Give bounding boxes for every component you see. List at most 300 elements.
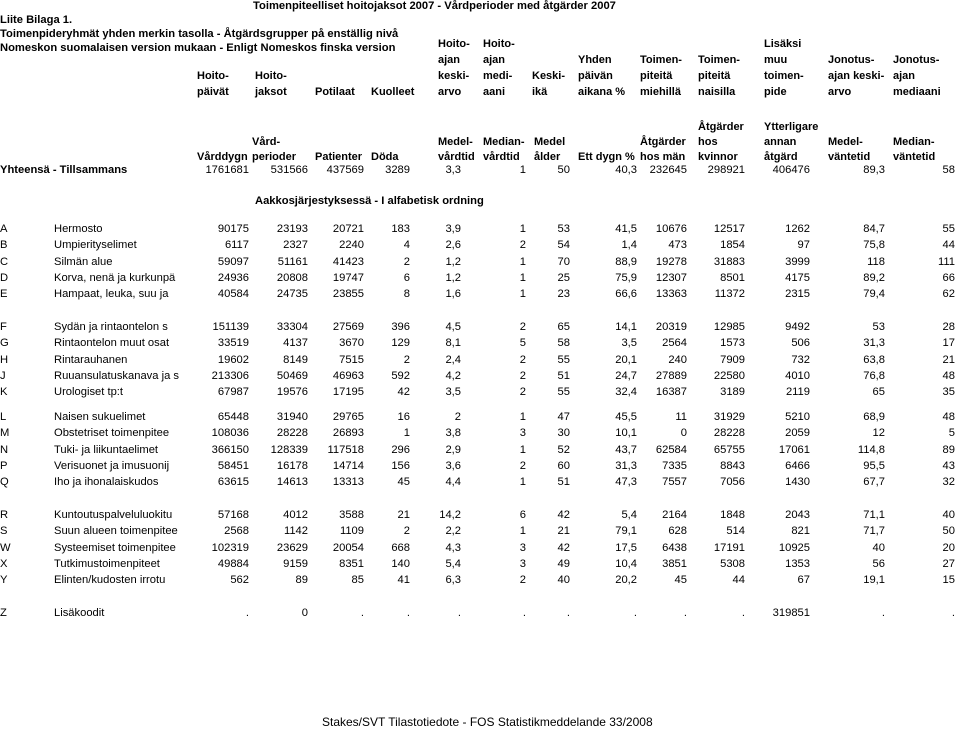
header-sv-col-4-line-0: Medel-: [438, 136, 473, 148]
row-cell-6: 55: [557, 353, 570, 366]
header-sv-col-5-line-0: Median-: [483, 136, 525, 148]
row-cell-9: 12517: [713, 223, 745, 235]
header-fi-col-5-line-2: medi-: [483, 70, 513, 82]
row-cell-9: 7909: [720, 353, 745, 366]
table-row: [0, 368, 960, 384]
table-row: [0, 286, 960, 302]
table-row: [0, 335, 960, 351]
row-cell-4: .: [457, 607, 461, 619]
row-cell-1: 50469: [276, 369, 308, 382]
row-cell-10: 10925: [778, 541, 810, 554]
row-cell-0: 19602: [217, 353, 249, 366]
row-cell-2: 20054: [332, 541, 364, 554]
row-name: Systeemiset toimenpitee: [54, 541, 176, 554]
row-cell-7: 3,5: [621, 337, 637, 350]
row-cell-12: 28: [942, 321, 955, 333]
row-cell-0: .: [245, 607, 249, 619]
row-cell-3: 592: [391, 369, 410, 382]
total-cell-10: 406476: [772, 164, 810, 176]
row-cell-1: 4137: [283, 337, 308, 350]
row-code: A: [0, 223, 8, 235]
row-cell-3: 2: [403, 353, 410, 366]
row-cell-10: 2119: [785, 386, 810, 399]
row-code: Q: [0, 476, 9, 489]
table-row: [0, 409, 960, 425]
row-cell-6: 47: [557, 411, 570, 423]
row-cell-5: 2: [519, 459, 526, 472]
row-cell-12: 5: [948, 427, 955, 440]
row-name: Kuntoutuspalveluluokitu: [54, 509, 173, 521]
row-cell-5: 2: [519, 369, 526, 382]
total-cell-4: 3,3: [445, 164, 461, 176]
row-cell-12: 35: [942, 386, 955, 399]
row-name: Lisäkoodit: [54, 607, 105, 619]
header-fi-col-5-line-0: Hoito-: [483, 38, 515, 50]
section-heading: Aakkosjärjestyksessä - I alfabetisk ordning: [255, 195, 484, 207]
row-cell-7: 5,4: [621, 509, 637, 521]
row-cell-9: .: [741, 607, 745, 619]
header-fi-col-10-line-3: pide: [764, 86, 787, 98]
row-cell-11: 67,7: [863, 476, 885, 489]
row-cell-1: 33304: [276, 321, 308, 333]
header-fi-col-10-line-0: Lisäksi: [764, 38, 802, 50]
row-cell-10: 1262: [785, 223, 810, 235]
row-cell-5: 6: [519, 509, 526, 521]
row-cell-1: 31940: [276, 411, 308, 423]
row-code: D: [0, 271, 9, 284]
row-cell-12: 15: [942, 574, 955, 587]
row-cell-10: 4175: [785, 271, 810, 284]
header-fi-col-8-line-2: miehillä: [640, 86, 681, 98]
row-cell-12: 32: [942, 476, 955, 489]
row-cell-9: 31883: [713, 255, 745, 268]
row-cell-7: 24,7: [615, 369, 637, 382]
header-fi-col-4-line-0: Hoito-: [438, 38, 470, 50]
row-cell-5: 1: [519, 411, 526, 423]
row-cell-0: 366150: [211, 443, 249, 456]
row-cell-12: 55: [942, 223, 955, 235]
table-row: [0, 540, 960, 556]
row-cell-8: 0: [680, 427, 687, 440]
row-cell-11: 76,8: [863, 369, 885, 382]
row-cell-1: 23629: [276, 541, 308, 554]
row-cell-10: 5210: [785, 411, 810, 423]
row-code: G: [0, 337, 9, 350]
row-cell-2: 29765: [332, 411, 364, 423]
row-cell-6: 52: [557, 443, 570, 456]
subtitle-fi-sv: Toimenpideryhmät yhden merkin tasolla - Åtgärdsgrupper på enställig nivå: [0, 28, 399, 40]
table-row: [0, 221, 960, 237]
row-cell-9: 1573: [720, 337, 745, 350]
row-cell-3: 1: [403, 427, 410, 440]
header-fi-col-12-line-2: mediaani: [893, 86, 941, 98]
row-cell-0: 24936: [217, 271, 249, 284]
header-fi-col-7-line-1: päivän: [578, 70, 613, 82]
row-cell-2: .: [360, 607, 364, 619]
row-cell-8: 7335: [662, 459, 687, 472]
row-cell-8: 473: [668, 239, 687, 252]
row-cell-2: 14714: [332, 459, 364, 472]
header-sv-col-9-line-2: kvinnor: [698, 151, 738, 163]
total-cell-1: 531566: [270, 164, 308, 176]
row-cell-11: 79,4: [863, 288, 885, 301]
row-cell-8: 20319: [655, 321, 687, 333]
row-cell-2: 23855: [332, 288, 364, 301]
row-cell-11: .: [881, 607, 885, 619]
total-cell-2: 437569: [326, 164, 364, 176]
row-cell-4: 2,4: [445, 353, 461, 366]
header-sv-col-5-line-1: vårdtid: [483, 151, 520, 163]
row-cell-8: 13363: [655, 288, 687, 301]
header-sv-col-11-line-1: väntetid: [828, 151, 871, 163]
row-cell-2: 8351: [339, 557, 364, 570]
row-cell-11: 56: [872, 557, 885, 570]
row-cell-7: 43,7: [615, 443, 637, 456]
row-cell-5: 1: [519, 255, 526, 268]
row-cell-2: 85: [351, 574, 364, 587]
row-cell-3: 2: [403, 255, 410, 268]
row-name: Naisen sukuelimet: [54, 411, 146, 423]
row-cell-1: 51161: [277, 255, 308, 268]
table-row: [0, 319, 960, 335]
row-name: Urologiset tp:t: [54, 386, 124, 399]
header-sv-col-6-line-1: ålder: [534, 151, 561, 163]
row-cell-6: 70: [557, 255, 570, 268]
row-cell-3: 140: [391, 557, 410, 570]
row-cell-4: 3,9: [445, 223, 461, 235]
row-cell-2: 3588: [339, 509, 364, 521]
row-cell-5: 1: [519, 443, 526, 456]
row-cell-10: 97: [797, 239, 810, 252]
row-cell-7: 10,1: [615, 427, 637, 440]
row-cell-11: 71,1: [863, 509, 885, 521]
row-code: H: [0, 353, 9, 366]
row-code: K: [0, 386, 8, 399]
row-name: Verisuonet ja imusuonij: [54, 459, 170, 472]
row-cell-11: 40: [872, 541, 885, 554]
total-label: Yhteensä - Tillsammans: [0, 164, 128, 176]
row-cell-1: 28228: [276, 427, 308, 440]
row-cell-9: 3189: [720, 386, 745, 399]
row-cell-6: 30: [557, 427, 570, 440]
row-name: Sydän ja rintaontelon s: [54, 321, 168, 333]
total-cell-11: 89,3: [863, 164, 885, 176]
row-cell-9: 22580: [713, 369, 745, 382]
table-row: [0, 352, 960, 368]
row-cell-4: 2: [454, 411, 461, 423]
row-cell-6: 60: [557, 459, 570, 472]
header-fi-col-12-line-1: ajan: [893, 70, 916, 82]
table-row: [0, 523, 960, 539]
row-cell-5: 2: [519, 239, 526, 252]
row-cell-8: 27889: [655, 369, 687, 382]
row-cell-9: 11372: [714, 288, 745, 301]
header-sv-col-12-line-1: väntetid: [893, 151, 936, 163]
row-cell-2: 17195: [332, 386, 364, 399]
row-cell-3: 45: [397, 476, 410, 489]
row-cell-5: 1: [519, 288, 526, 301]
row-name: Elinten/kudosten irrotu: [54, 574, 166, 587]
header-sv-col-11-line-0: Medel-: [828, 136, 863, 148]
header-sv-col-10-line-0: Ytterligare: [764, 121, 819, 133]
row-cell-8: 12307: [655, 271, 687, 284]
row-cell-7: 66,6: [615, 288, 637, 301]
row-cell-0: 2568: [224, 525, 249, 538]
row-cell-9: 8501: [720, 271, 745, 284]
header-sv-col-8-line-1: hos män: [640, 151, 686, 163]
row-cell-9: 65755: [713, 443, 745, 456]
row-cell-9: 28228: [713, 427, 745, 440]
row-cell-8: 240: [668, 353, 687, 366]
row-cell-4: 14,2: [439, 509, 461, 521]
appendix-label: Liite Bilaga 1.: [0, 14, 73, 26]
row-cell-3: 668: [391, 541, 410, 554]
row-cell-7: 10,4: [615, 557, 637, 570]
row-cell-12: 66: [942, 271, 955, 284]
header-fi-col-2-line-2: Potilaat: [315, 86, 355, 98]
row-cell-12: .: [951, 607, 955, 619]
row-cell-4: 3,5: [445, 386, 461, 399]
row-cell-4: 4,5: [445, 321, 461, 333]
row-cell-5: 1: [519, 476, 526, 489]
row-cell-4: 5,4: [445, 557, 461, 570]
row-name: Silmän alue: [54, 255, 113, 268]
row-cell-8: 19278: [655, 255, 687, 268]
row-cell-10: 6466: [785, 459, 810, 472]
row-cell-1: 89: [295, 574, 308, 587]
header-fi-col-9-line-0: Toimen-: [698, 54, 740, 66]
row-cell-12: 20: [942, 541, 955, 554]
table-row: [0, 425, 960, 441]
row-cell-0: 59097: [217, 255, 249, 268]
row-cell-5: 1: [519, 525, 526, 538]
row-cell-0: 63615: [217, 476, 249, 489]
header-fi-col-0-line-2: päivät: [197, 86, 229, 98]
header-sv-col-9-line-0: Åtgärder: [698, 121, 744, 133]
row-cell-10: 17061: [778, 443, 810, 456]
row-cell-5: 5: [519, 337, 526, 350]
row-code: R: [0, 509, 9, 521]
row-cell-4: 8,1: [445, 337, 461, 350]
row-cell-4: 4,4: [445, 476, 461, 489]
header-sv-col-3-line-1: Döda: [371, 151, 399, 163]
header-fi-col-10-line-2: toimen-: [764, 70, 804, 82]
row-cell-12: 111: [937, 255, 955, 268]
row-cell-1: 4012: [283, 509, 308, 521]
row-code: W: [0, 541, 11, 554]
row-cell-9: 7056: [720, 476, 745, 489]
row-cell-12: 40: [942, 509, 955, 521]
row-name: Rintaontelon muut osat: [54, 337, 170, 350]
total-row: [0, 162, 960, 178]
row-code: L: [0, 411, 7, 423]
table-row: [0, 270, 960, 286]
header-fi-col-8-line-1: piteitä: [640, 70, 673, 82]
row-code: J: [0, 369, 6, 382]
row-name: Rintarauhanen: [54, 353, 128, 366]
header-sv-col-7-line-1: Ett dygn %: [578, 151, 635, 163]
row-code: E: [0, 288, 8, 301]
row-cell-3: 42: [397, 386, 410, 399]
row-cell-7: 1,4: [621, 239, 637, 252]
row-cell-7: 31,3: [615, 459, 637, 472]
row-cell-12: 89: [942, 443, 955, 456]
row-cell-10: 2315: [785, 288, 810, 301]
row-cell-4: 1,2: [445, 255, 461, 268]
row-cell-8: 62584: [655, 443, 687, 456]
header-sv-col-6-line-0: Medel: [534, 136, 566, 148]
header-fi-col-4-line-3: arvo: [438, 86, 462, 98]
row-cell-0: 40584: [217, 288, 249, 301]
row-cell-12: 43: [942, 459, 955, 472]
report-title: Toimenpiteelliset hoitojaksot 2007 - Vårdperioder med åtgärder 2007: [253, 0, 616, 12]
row-cell-4: 3,8: [445, 427, 461, 440]
row-cell-9: 12985: [713, 321, 745, 333]
header-fi-col-5-line-1: ajan: [483, 54, 506, 66]
row-cell-0: 562: [230, 574, 249, 587]
total-cell-8: 232645: [649, 164, 687, 176]
row-cell-9: 31929: [713, 411, 745, 423]
row-cell-7: 14,1: [615, 321, 637, 333]
row-cell-2: 19747: [332, 271, 364, 284]
row-cell-5: .: [522, 607, 526, 619]
row-cell-8: 11: [675, 411, 687, 423]
row-cell-4: 4,3: [445, 541, 461, 554]
row-cell-4: 3,6: [445, 459, 461, 472]
row-cell-3: 16: [397, 411, 410, 423]
row-cell-5: 2: [519, 353, 526, 366]
row-code: F: [0, 321, 7, 333]
row-cell-4: 1,6: [445, 288, 461, 301]
row-name: Tuki- ja liikuntaelimet: [54, 443, 159, 456]
row-cell-12: 62: [942, 288, 955, 301]
row-cell-7: 79,1: [615, 525, 637, 538]
row-cell-10: 3999: [785, 255, 810, 268]
header-fi-col-11-line-2: arvo: [828, 86, 852, 98]
row-cell-4: 6,3: [445, 574, 461, 587]
row-cell-5: 3: [519, 557, 526, 570]
row-cell-6: 42: [557, 541, 570, 554]
row-cell-6: 58: [557, 337, 570, 350]
row-cell-9: 5308: [720, 557, 745, 570]
row-cell-10: 1430: [785, 476, 810, 489]
row-cell-3: 8: [403, 288, 410, 301]
row-cell-12: 48: [942, 411, 955, 423]
row-cell-11: 89,2: [863, 271, 885, 284]
row-cell-6: 51: [557, 369, 570, 382]
row-cell-6: 51: [557, 476, 570, 489]
row-cell-12: 27: [942, 557, 955, 570]
table-row: [0, 237, 960, 253]
row-cell-2: 20721: [332, 223, 364, 235]
row-code: S: [0, 525, 8, 538]
row-code: B: [0, 239, 8, 252]
row-cell-11: 65: [872, 386, 885, 399]
row-cell-11: 12: [872, 427, 885, 440]
footer-source: Stakes/SVT Tilastotiedote - FOS Statistikmeddelande 33/2008: [322, 715, 653, 729]
row-cell-4: 4,2: [445, 369, 461, 382]
header-fi-col-11-line-1: ajan keski-: [828, 70, 885, 82]
row-cell-7: 17,5: [615, 541, 637, 554]
row-cell-7: .: [633, 607, 637, 619]
row-cell-6: 65: [557, 321, 570, 333]
row-cell-12: 17: [942, 337, 955, 350]
row-cell-5: 1: [519, 223, 526, 235]
row-cell-1: 23193: [276, 223, 308, 235]
row-cell-8: 16387: [655, 386, 687, 399]
row-cell-8: 628: [668, 525, 687, 538]
table-row: [0, 254, 960, 270]
row-cell-6: 40: [557, 574, 570, 587]
table-row: [0, 507, 960, 523]
total-cell-0: 1761681: [205, 164, 249, 176]
row-cell-11: 95,5: [863, 459, 885, 472]
row-cell-1: 8149: [283, 353, 308, 366]
table-row: [0, 474, 960, 490]
row-cell-5: 3: [519, 427, 526, 440]
row-cell-5: 2: [519, 321, 526, 333]
row-cell-8: 10676: [655, 223, 687, 235]
row-cell-12: 21: [942, 353, 955, 366]
row-cell-6: 54: [557, 239, 570, 252]
row-cell-1: 24735: [276, 288, 308, 301]
row-cell-2: 13313: [332, 476, 364, 489]
row-cell-2: 46963: [332, 369, 364, 382]
row-name: Obstetriset toimenpitee: [54, 427, 170, 440]
row-cell-10: 732: [791, 353, 810, 366]
row-cell-1: 14613: [276, 476, 308, 489]
row-cell-12: 50: [942, 525, 955, 538]
header-fi-col-3-line-2: Kuolleet: [371, 86, 415, 98]
row-cell-8: 2164: [662, 509, 687, 521]
row-cell-0: 65448: [217, 411, 249, 423]
table-row: [0, 458, 960, 474]
row-cell-6: 23: [557, 288, 570, 301]
row-cell-8: 6438: [662, 541, 687, 554]
row-cell-11: 63,8: [863, 353, 885, 366]
header-sv-col-1-line-0: Vård-: [252, 136, 281, 148]
row-cell-0: 151139: [212, 321, 249, 333]
row-cell-9: 1848: [720, 509, 745, 521]
row-code: P: [0, 459, 8, 472]
row-cell-4: 2,2: [445, 525, 461, 538]
row-cell-3: .: [406, 607, 410, 619]
table-row: [0, 384, 960, 400]
row-cell-4: 1,2: [445, 271, 461, 284]
row-cell-3: 156: [391, 459, 410, 472]
row-code: M: [0, 427, 10, 440]
row-cell-0: 108036: [211, 427, 249, 440]
row-code: C: [0, 255, 9, 268]
row-cell-11: 71,7: [863, 525, 885, 538]
row-cell-10: 1353: [785, 557, 810, 570]
row-cell-3: 183: [391, 223, 410, 235]
row-cell-3: 2: [403, 525, 410, 538]
row-cell-4: 2,6: [445, 239, 461, 252]
header-sv-col-10-line-2: åtgärd: [764, 151, 798, 163]
row-cell-0: 90175: [217, 223, 249, 235]
row-cell-0: 49884: [217, 557, 249, 570]
row-cell-7: 47,3: [615, 476, 637, 489]
header-sv-col-8-line-0: Åtgärder: [640, 136, 686, 148]
row-cell-12: 44: [942, 239, 955, 252]
row-cell-2: 27569: [332, 321, 364, 333]
row-cell-11: 19,1: [863, 574, 885, 587]
row-name: Hermosto: [54, 223, 103, 235]
row-cell-3: 4: [403, 239, 410, 252]
row-code: Y: [0, 574, 8, 587]
row-cell-7: 75,9: [615, 271, 637, 284]
